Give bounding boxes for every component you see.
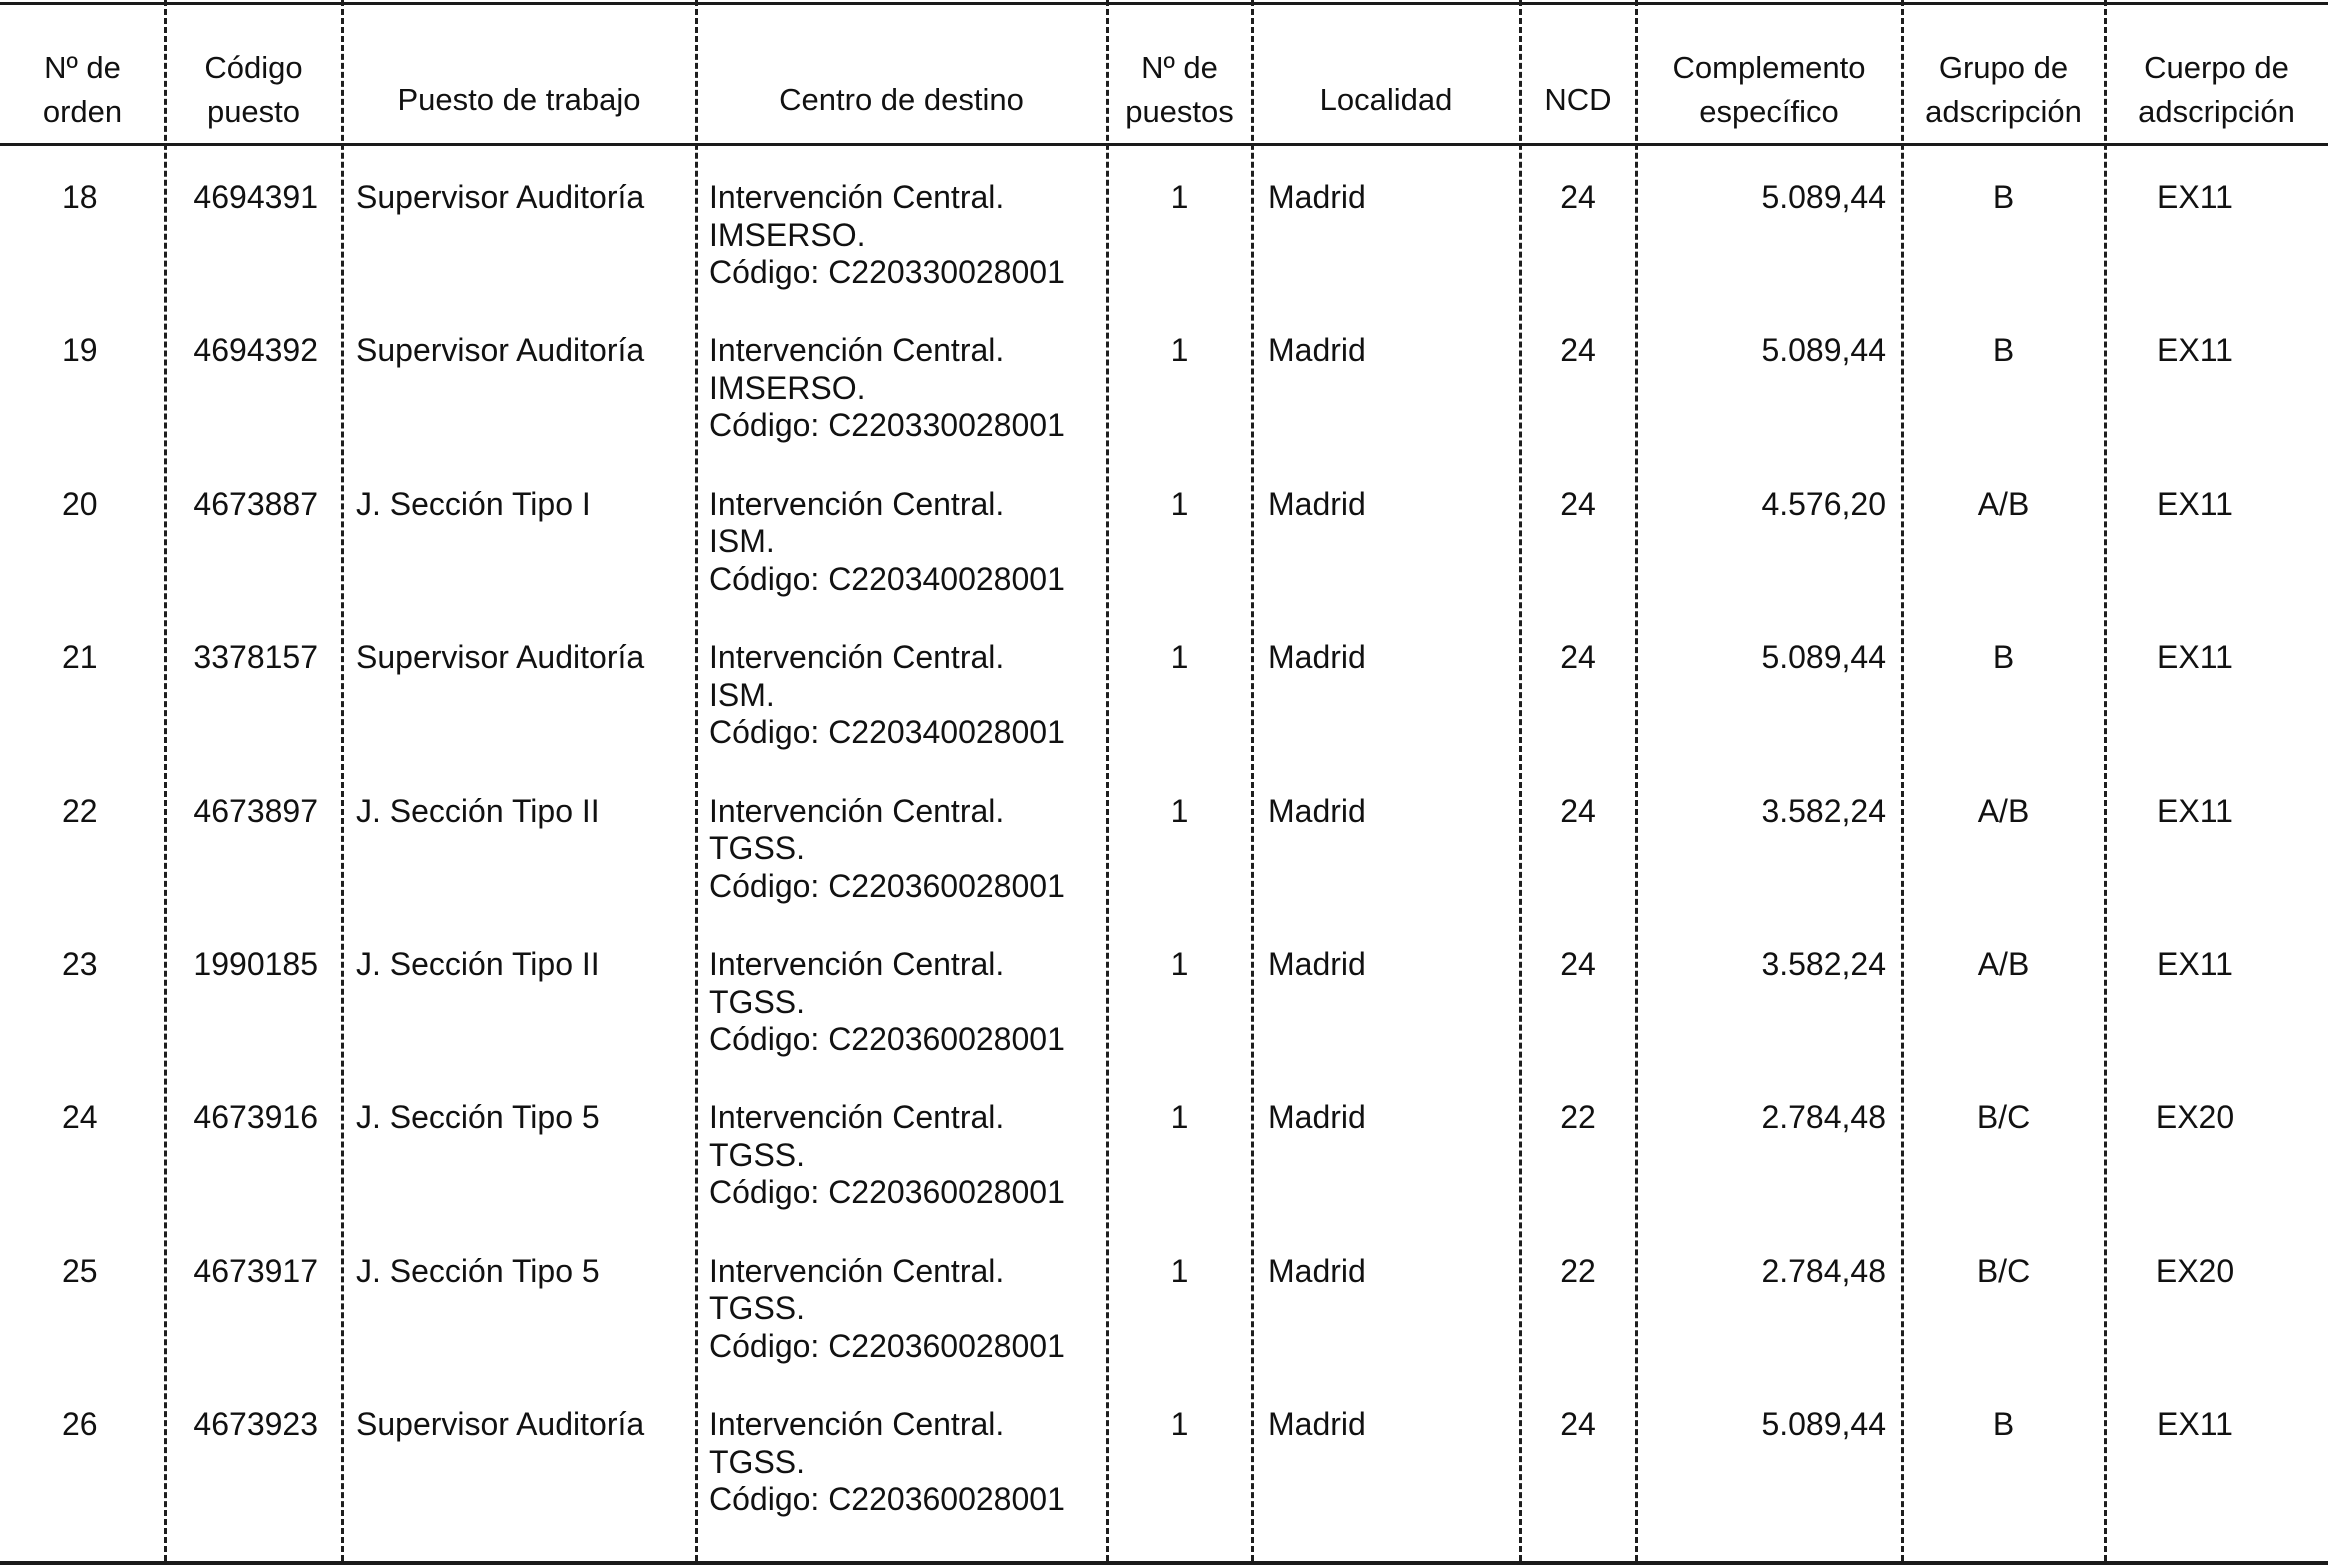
cell-localidad: Madrid	[1268, 946, 1366, 982]
cell-cuerpo: EX11	[2157, 332, 2233, 369]
cell-centro: TGSS.	[709, 1443, 806, 1480]
cell-npuestos: 1	[1170, 639, 1189, 676]
column-header-complemento	[1636, 46, 1902, 134]
cell-orden: 26	[62, 1406, 98, 1443]
cell-grupo: B/C	[1976, 1252, 2031, 1289]
cell-puesto: J. Sección Tipo 5	[356, 1252, 600, 1289]
column-header-cuerpo	[2105, 46, 2328, 134]
column-separator	[164, 0, 167, 1561]
cell-npuestos: 1	[1170, 332, 1189, 369]
column-header-localidad	[1252, 78, 1520, 122]
cell-puesto: Supervisor Auditoría	[356, 332, 645, 369]
column-header-npuestos	[1107, 46, 1252, 134]
cell-centro: ISM.	[709, 676, 775, 713]
column-header-grupo	[1902, 46, 2105, 134]
column-header-line: Localidad	[1319, 82, 1453, 117]
cell-centro: Intervención Central.	[709, 485, 1005, 522]
cell-complemento: 5.089,44	[1761, 179, 1886, 215]
cell-centro: Código: C220360028001	[709, 1327, 1065, 1364]
cell-complemento: 3.582,24	[1761, 946, 1886, 982]
cell-orden: 22	[62, 792, 98, 829]
cell-centro: Intervención Central.	[709, 332, 1005, 369]
cell-centro: Código: C220360028001	[709, 1174, 1065, 1211]
cell-localidad: Madrid	[1268, 792, 1366, 829]
cell-orden: 23	[62, 946, 98, 982]
cell-localidad: Madrid	[1268, 332, 1366, 369]
cell-grupo: B	[1992, 639, 2015, 676]
column-header-line: adscripción	[2138, 94, 2295, 129]
cell-ncd: 24	[1560, 946, 1596, 982]
cell-centro: Intervención Central.	[709, 1252, 1005, 1289]
cell-localidad: Madrid	[1268, 1099, 1366, 1136]
cell-localidad: Madrid	[1268, 485, 1366, 522]
cell-centro: IMSERSO.	[709, 369, 866, 406]
cell-npuestos: 1	[1170, 946, 1189, 982]
column-separator	[1106, 0, 1109, 1561]
cell-grupo: B	[1992, 1406, 2015, 1443]
column-separator	[695, 0, 698, 1561]
cell-codigo: 4673897	[193, 792, 318, 829]
top-rule	[0, 2, 2328, 5]
column-header-line: Código	[204, 50, 303, 85]
column-separator	[1635, 0, 1638, 1561]
cell-cuerpo: EX11	[2157, 485, 2233, 522]
cell-centro: Código: C220340028001	[709, 714, 1065, 751]
cell-ncd: 24	[1560, 639, 1596, 676]
cell-puesto: Supervisor Auditoría	[356, 1406, 645, 1443]
cell-codigo: 1990185	[193, 946, 318, 982]
cell-cuerpo: EX11	[2157, 792, 2233, 829]
column-header-centro	[696, 78, 1107, 122]
cell-ncd: 24	[1560, 179, 1596, 215]
cell-centro: Intervención Central.	[709, 1406, 1005, 1443]
cell-centro: TGSS.	[709, 983, 806, 1020]
cell-orden: 19	[62, 332, 98, 369]
column-separator	[341, 0, 344, 1561]
cell-cuerpo: EX11	[2157, 1406, 2233, 1443]
column-header-line: adscripción	[1925, 94, 2082, 129]
cell-codigo: 3378157	[193, 639, 318, 676]
cell-centro: Código: C220340028001	[709, 560, 1065, 597]
cell-cuerpo: EX20	[2155, 1252, 2235, 1289]
header-rule	[0, 143, 2328, 146]
cell-puesto: Supervisor Auditoría	[356, 179, 645, 215]
cell-grupo: A/B	[1977, 485, 2030, 522]
cell-complemento: 2.784,48	[1761, 1099, 1886, 1136]
column-header-line: puestos	[1125, 94, 1234, 129]
cell-complemento: 5.089,44	[1761, 332, 1886, 369]
column-header-line: Centro de destino	[779, 82, 1024, 117]
cell-orden: 18	[62, 179, 98, 215]
column-separator	[1519, 0, 1522, 1561]
cell-grupo: B/C	[1976, 1099, 2031, 1136]
cell-complemento: 2.784,48	[1761, 1252, 1886, 1289]
cell-npuestos: 1	[1170, 179, 1189, 215]
column-header-line: Puesto de trabajo	[397, 82, 641, 117]
cell-cuerpo: EX11	[2157, 946, 2233, 982]
cell-complemento: 5.089,44	[1761, 1406, 1886, 1443]
cell-centro: Intervención Central.	[709, 792, 1005, 829]
cell-ncd: 24	[1560, 485, 1596, 522]
cell-centro: Código: C220360028001	[709, 1021, 1065, 1057]
cell-centro: Intervención Central.	[709, 946, 1005, 982]
cell-orden: 25	[62, 1252, 98, 1289]
cell-ncd: 24	[1560, 792, 1596, 829]
column-separator	[1901, 0, 1904, 1561]
cell-npuestos: 1	[1170, 1406, 1189, 1443]
cell-centro: Intervención Central.	[709, 179, 1005, 215]
cell-centro: Código: C220360028001	[709, 867, 1065, 904]
cell-codigo: 4673916	[193, 1099, 318, 1136]
cell-grupo: A/B	[1977, 946, 2030, 982]
column-header-orden	[0, 46, 165, 134]
column-header-line: Complemento	[1672, 50, 1866, 85]
cell-grupo: B	[1992, 179, 2015, 215]
column-header-line: puesto	[206, 94, 301, 129]
cell-centro: ISM.	[709, 523, 775, 560]
cell-cuerpo: EX20	[2155, 1099, 2235, 1136]
cell-codigo: 4673887	[193, 485, 318, 522]
cell-centro: Intervención Central.	[709, 639, 1005, 676]
cell-centro: Código: C220360028001	[709, 1481, 1065, 1518]
cell-centro: Código: C220330028001	[709, 407, 1065, 444]
cell-complemento: 3.582,24	[1761, 792, 1886, 829]
column-header-line: orden	[42, 94, 123, 129]
bottom-rule	[0, 1561, 2328, 1565]
column-header-line: Nº de	[44, 50, 121, 85]
cell-cuerpo: EX11	[2157, 639, 2233, 676]
column-header-line: Cuerpo de	[2144, 50, 2289, 85]
cell-centro: TGSS.	[709, 830, 806, 867]
cell-ncd: 24	[1560, 332, 1596, 369]
column-header-line: Nº de	[1141, 50, 1218, 85]
cell-codigo: 4673923	[193, 1406, 318, 1443]
cell-puesto: Supervisor Auditoría	[356, 639, 645, 676]
cell-npuestos: 1	[1170, 485, 1189, 522]
cell-ncd: 22	[1560, 1252, 1596, 1289]
column-separator	[2104, 0, 2107, 1561]
column-header-ncd	[1520, 78, 1636, 122]
cell-complemento: 5.089,44	[1761, 639, 1886, 676]
cell-puesto: J. Sección Tipo II	[356, 946, 600, 982]
column-header-line: específico	[1699, 94, 1839, 129]
column-header-codigo	[165, 46, 342, 134]
cell-centro: Intervención Central.	[709, 1099, 1005, 1136]
cell-ncd: 24	[1560, 1406, 1596, 1443]
cell-ncd: 22	[1560, 1099, 1596, 1136]
cell-codigo: 4694391	[193, 179, 318, 215]
column-header-line: Grupo de	[1938, 50, 2069, 85]
cell-centro: Código: C220330028001	[709, 254, 1065, 290]
cell-centro: TGSS.	[709, 1136, 806, 1173]
cell-cuerpo: EX11	[2157, 179, 2233, 215]
cell-orden: 24	[62, 1099, 98, 1136]
column-separator	[1251, 0, 1254, 1561]
cell-centro: TGSS.	[709, 1290, 806, 1327]
cell-grupo: B	[1992, 332, 2015, 369]
cell-orden: 20	[62, 485, 98, 522]
cell-codigo: 4694392	[193, 332, 318, 369]
cell-npuestos: 1	[1170, 1252, 1189, 1289]
column-header-line: NCD	[1544, 82, 1612, 117]
cell-puesto: J. Sección Tipo 5	[356, 1099, 600, 1136]
cell-localidad: Madrid	[1268, 1252, 1366, 1289]
cell-puesto: J. Sección Tipo I	[356, 485, 591, 522]
cell-localidad: Madrid	[1268, 1406, 1366, 1443]
cell-complemento: 4.576,20	[1761, 485, 1886, 522]
cell-npuestos: 1	[1170, 1099, 1189, 1136]
cell-orden: 21	[62, 639, 98, 676]
cell-puesto: J. Sección Tipo II	[356, 792, 600, 829]
cell-grupo: A/B	[1977, 792, 2030, 829]
cell-npuestos: 1	[1170, 792, 1189, 829]
column-header-puesto	[342, 78, 696, 122]
cell-codigo: 4673917	[193, 1252, 318, 1289]
cell-localidad: Madrid	[1268, 639, 1366, 676]
cell-centro: IMSERSO.	[709, 216, 866, 253]
cell-localidad: Madrid	[1268, 179, 1366, 215]
